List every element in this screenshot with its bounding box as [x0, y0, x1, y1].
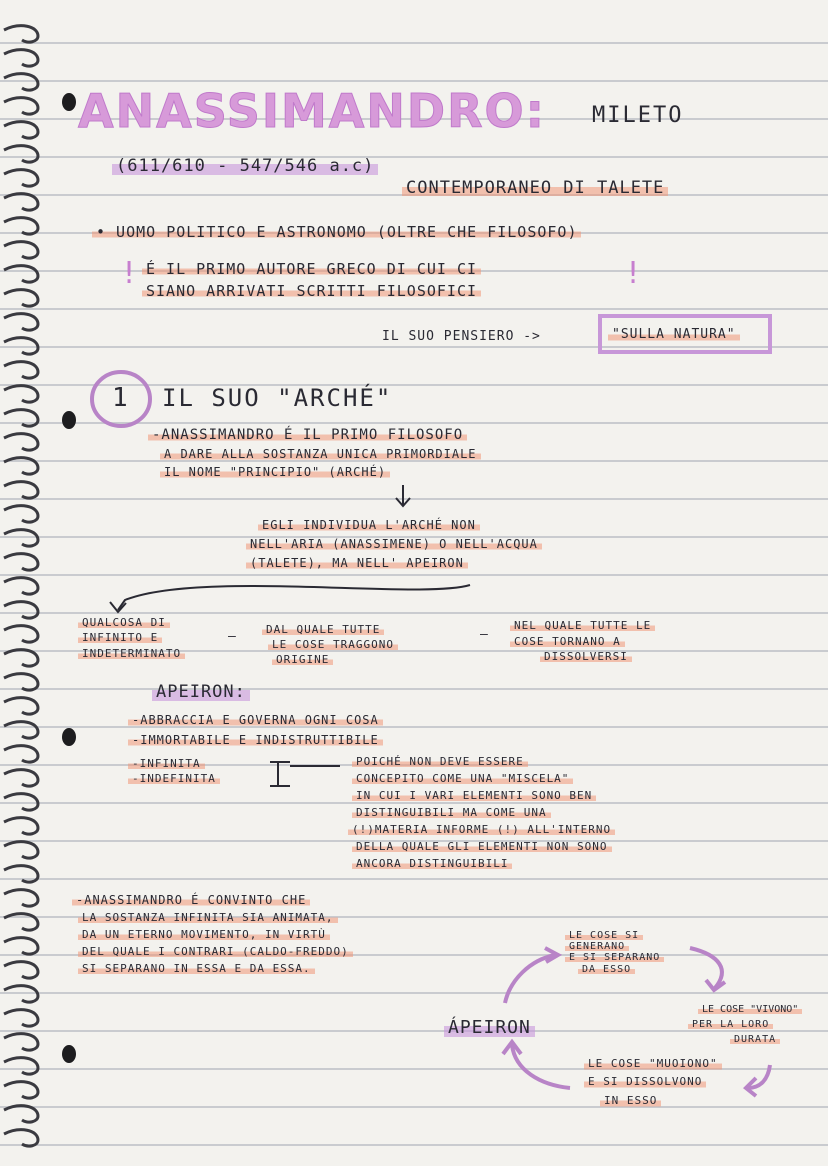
dash-1: —: [228, 629, 237, 644]
closing-line-4: DEL QUALE I CONTRARI (CALDO-FREDDO): [78, 946, 353, 958]
def-c-line-2: COSE TORNANO A: [510, 636, 625, 648]
apeiron-item-1: -ABBRACCIA E GOVERNA OGNI COSA: [128, 713, 383, 727]
apeiron-expl-6: DELLA QUALE GLI ELEMENTI NON SONO: [352, 841, 612, 853]
p2-line-2: NELL'ARIA (ANASSIMENE) O NELL'ACQUA: [246, 537, 542, 551]
def-b-line-2: LE COSE TRAGGONO: [268, 639, 398, 651]
p1-line-2: A DARE ALLA SOSTANZA UNICA PRIMORDIALE: [160, 447, 481, 461]
bracket: [270, 762, 340, 786]
down-arrow: [396, 485, 410, 506]
cycle-step-2-line-3: DURATA: [730, 1034, 780, 1045]
note-line-1: É IL PRIMO AUTORE GRECO DI CUI CI: [142, 262, 481, 276]
cycle-step-3-line-2: E SI DISSOLVONO: [584, 1075, 706, 1089]
def-b-line-3: ORIGINE: [272, 654, 333, 666]
apeiron-heading: APEIRON:: [152, 682, 250, 702]
thought-value: "SULLA NATURA": [608, 328, 740, 342]
section-heading: IL SUO "ARCHÉ": [162, 384, 393, 412]
apeiron-expl-3: IN CUI I VARI ELEMENTI SONO BEN: [352, 790, 596, 802]
apeiron-item-4: -INDEFINITA: [128, 773, 220, 785]
cycle-step-1-line-4: DA ESSO: [578, 964, 635, 975]
def-c-line-1: NEL QUALE TUTTE LE: [510, 620, 655, 632]
apeiron-expl-4: DISTINGUIBILI MA COME UNA: [352, 807, 551, 819]
closing-line-2: LA SOSTANZA INFINITA SIA ANIMATA,: [78, 912, 338, 924]
closing-line-1: -ANASSIMANDRO É CONVINTO CHE: [72, 893, 310, 907]
p2-line-3: (TALETE), MA NELL' APEIRON: [246, 556, 468, 570]
apeiron-expl-2: CONCEPITO COME UNA "MISCELA": [352, 773, 573, 785]
cycle-step-2-line-1: LE COSE "VIVONO": [698, 1004, 802, 1015]
apeiron-item-2: -IMMORTABILE E INDISTRUTTIBILE: [128, 733, 383, 747]
cycle-step-1-line-1: LE COSE SI: [565, 930, 643, 941]
cycle-step-1-line-3: E SI SEPARANO: [565, 952, 664, 963]
closing-line-5: SI SEPARANO IN ESSA E DA ESSA.: [78, 963, 315, 975]
contemporary-label: CONTEMPORANEO DI TALETE: [402, 178, 668, 198]
p1-line-3: IL NOME "PRINCIPIO" (ARCHÉ): [160, 465, 390, 479]
apeiron-expl-7: ANCORA DISTINGUIBILI: [352, 858, 512, 870]
def-a-line-3: INDETERMINATO: [78, 648, 185, 660]
thought-label: IL SUO PENSIERO ->: [382, 329, 541, 344]
dates-label: (611/610 - 547/546 a.c): [112, 156, 378, 176]
cycle-step-1-line-2: GENERANO: [565, 941, 629, 952]
apeiron-expl-5: (!)MATERIA INFORME (!) ALL'INTERNO: [348, 824, 615, 836]
place-label: MILETO: [592, 103, 684, 128]
def-b-line-1: DAL QUALE TUTTE: [262, 624, 384, 636]
cycle-step-3-line-3: IN ESSO: [600, 1094, 661, 1108]
exclamation-left: !: [120, 256, 141, 291]
def-c-line-3: DISSOLVERSI: [540, 651, 632, 663]
cycle-step-2-line-2: PER LA LORO: [688, 1019, 773, 1030]
def-a-line-1: QUALCOSA DI: [78, 617, 170, 629]
dash-2: —: [480, 627, 489, 642]
apeiron-item-3: -INFINITA: [128, 758, 205, 770]
curved-arrow: [118, 585, 470, 610]
cycle-center: ÁPEIRON: [444, 1018, 535, 1038]
p1-line-1: -ANASSIMANDRO É IL PRIMO FILOSOFO: [148, 428, 467, 442]
note-line-2: SIANO ARRIVATI SCRITTI FILOSOFICI: [142, 284, 481, 298]
def-a-line-2: INFINITO E: [78, 632, 162, 644]
exclamation-right: !: [624, 256, 645, 291]
bullet-politics: • UOMO POLITICO E ASTRONOMO (OLTRE CHE FILOSOFO): [92, 225, 581, 239]
section-number: 1: [112, 383, 130, 413]
p2-line-1: EGLI INDIVIDUA L'ARCHÉ NON: [258, 518, 480, 532]
page-title: ANASSIMANDRO:: [78, 84, 546, 138]
apeiron-expl-1: POICHÉ NON DEVE ESSERE: [352, 756, 528, 768]
closing-line-3: DA UN ETERNO MOVIMENTO, IN VIRTÙ: [78, 929, 330, 941]
cycle-step-3-line-1: LE COSE "MUOIONO": [584, 1057, 722, 1071]
